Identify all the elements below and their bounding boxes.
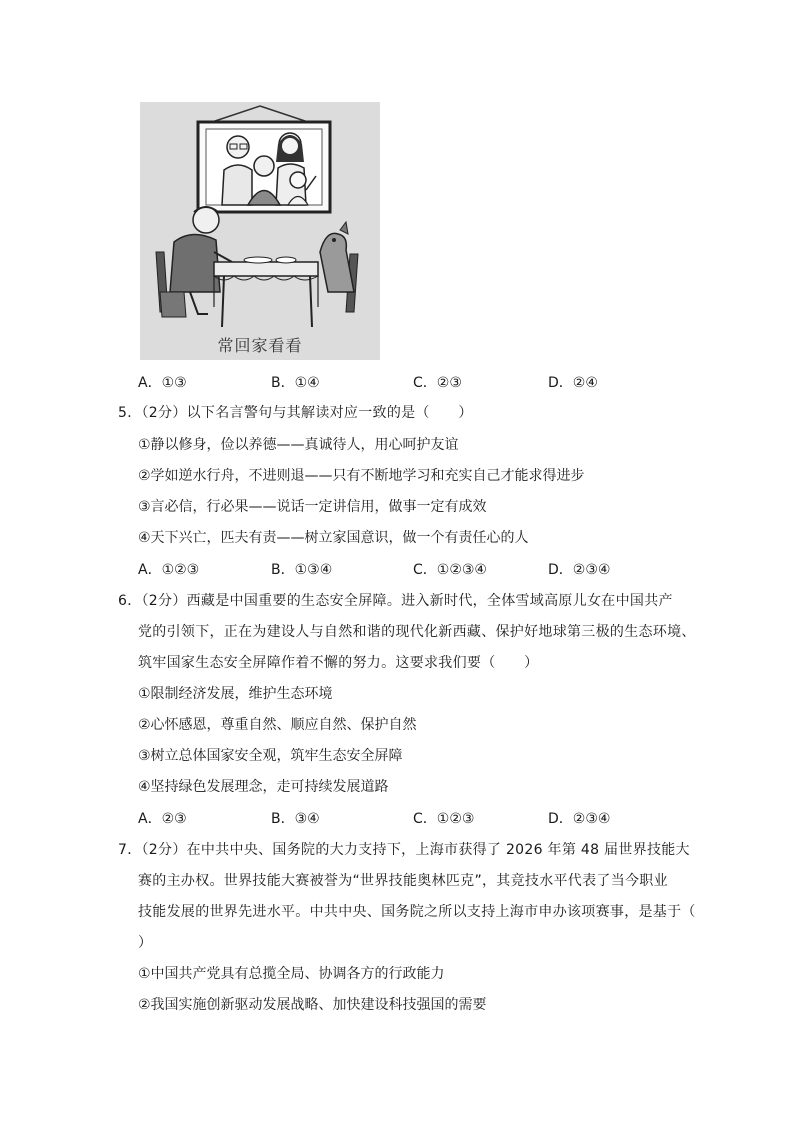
q4-options: [138, 372, 658, 392]
q6-option-a[interactable]: A．②③: [138, 811, 187, 827]
q6-option-b[interactable]: B．③④: [271, 811, 320, 827]
q5-statement-4: ④天下兴亡，匹夫有责——树立家国意识，做一个有责任心的人: [138, 530, 529, 546]
q4-option-d[interactable]: D．②④: [548, 375, 598, 391]
q5-statement-2: ②学如逆水行舟，不进则退——只有不断地学习和充实自己才能求得进步: [138, 468, 585, 484]
q6-statement-1: ①限制经济发展，维护生态环境: [138, 686, 333, 702]
q6-stem-line-3: 筑牢国家生态安全屏障作着不懈的努力。这要求我们要（ ）: [138, 655, 539, 671]
q7-stem-line-2: 赛的主办权。世界技能大赛被誉为“世界技能奥林匹克”，其竞技水平代表了当今职业: [138, 873, 668, 889]
q5-stem: 5．（2分）以下名言警句与其解读对应一致的是（ ）: [118, 405, 473, 421]
family-portrait-cartoon-icon: [140, 102, 380, 360]
q4-option-c[interactable]: C．②③: [413, 375, 462, 391]
q6-option-d[interactable]: D．②③④: [548, 811, 611, 827]
q7-stem-line-4: ）: [138, 935, 153, 951]
q7-stem-line-1: 7．（2分）在中共中央、国务院的大力支持下，上海市获得了 2026 年第 48 届世界技能大: [118, 842, 690, 858]
q6-stem-line-2: 党的引领下，正在为建设人与自然和谐的现代化新西藏、保护好地球第三极的生态环境、: [138, 624, 696, 640]
q5-options: [138, 559, 658, 579]
q6-options: [138, 808, 658, 828]
cartoon-caption: 常回家看看: [217, 336, 303, 355]
q7-statement-2: ②我国实施创新驱动发展战略、加快建设科技强国的需要: [138, 997, 487, 1013]
q6-stem-line-1: 6．（2分）西藏是中国重要的生态安全屏障。进入新时代，全体雪域高原儿女在中国共产: [118, 593, 673, 609]
q5-option-d[interactable]: D．②③④: [548, 562, 611, 578]
q5-option-a[interactable]: A．①②③: [138, 562, 200, 578]
q5-statement-3: ③言必信，行必果——说话一定讲信用，做事一定有成效: [138, 499, 487, 515]
q4-option-a[interactable]: A．①③: [138, 375, 187, 391]
cartoon-figure: [140, 102, 380, 360]
q6-statement-2: ②心怀感恩，尊重自然、顺应自然、保护自然: [138, 717, 417, 733]
q6-statement-3: ③树立总体国家安全观，筑牢生态安全屏障: [138, 748, 403, 764]
q4-option-b[interactable]: B．①④: [271, 375, 320, 391]
q5-statement-1: ①静以修身，俭以养德——真诚待人，用心呵护友谊: [138, 437, 459, 453]
q5-option-b[interactable]: B．①③④: [271, 562, 333, 578]
q5-option-c[interactable]: C．①②③④: [413, 562, 487, 578]
q7-stem-line-3: 技能发展的世界先进水平。中共中央、国务院之所以支持上海市申办该项赛事，是基于（: [138, 904, 696, 920]
q7-statement-1: ①中国共产党具有总揽全局、协调各方的行政能力: [138, 966, 445, 982]
q6-statement-4: ④坚持绿色发展理念，走可持续发展道路: [138, 779, 389, 795]
q6-option-c[interactable]: C．①②③: [413, 811, 475, 827]
